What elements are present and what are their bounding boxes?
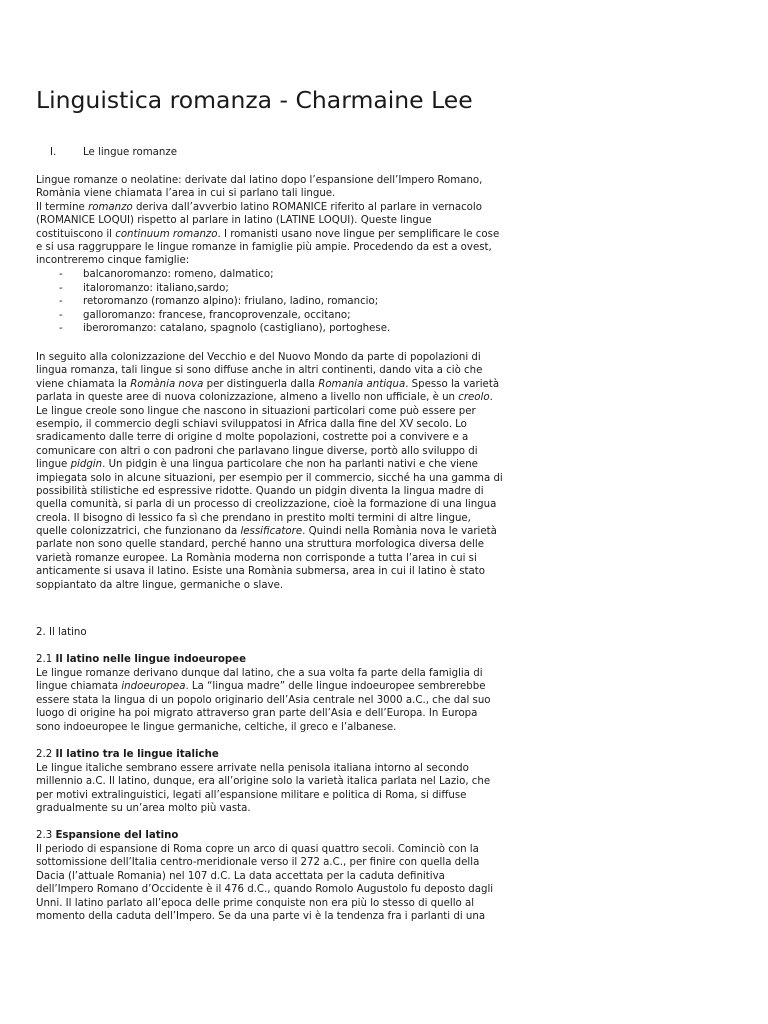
text-line: soppiantato da altre lingue, germaniche o slave. — [36, 579, 284, 591]
subsection-2-2-text — [36, 762, 516, 816]
text-line: parlate non sono quelle standard, perché hanno una struttura morfologica diversa delle — [36, 539, 484, 551]
subsection-2-3-heading: 2.3 Espansione del latino — [36, 830, 179, 841]
text-line: (ROMANICE LOQUI) rispetto al parlare in latino (LATINE LOQUI). Queste lingue — [36, 215, 432, 227]
list-item: - balcanoromanzo: romeno, dalmatico; — [59, 269, 274, 280]
text-line: per motivi extralinguistici, legati all’espansione militare e politica di Roma, si diffuse — [36, 789, 467, 801]
text-line: luogo di origine ha poi migrato attraverso gran parte dell’Asia e dell’Europa. In Europa — [36, 708, 478, 720]
text-line: e si usa raggruppare le lingue romanze in famiglie più ampie. Procedendo da est a ovest, — [36, 241, 492, 253]
list-item: - galloromanzo: francese, francoprovenzale, occitano; — [59, 309, 351, 321]
text-line: Unni. Il latino parlato all’epoca delle prime conquiste non era più lo stesso di quello al — [36, 897, 475, 909]
text-line: dell’Impero Romano d’Occidente è il 476 d.C., quando Romolo Augustolo fu deposto dagli — [36, 884, 494, 896]
text-line: incontreremo cinque famiglie: — [36, 255, 190, 267]
text-line: Dacia (l’attuale Romania) nel 107 d.C. La data accettata per la caduta definitiva — [36, 870, 445, 882]
text-line: esempio, il commercio degli schiavi sviluppatosi in Africa dalla fine del XV secolo. Lo — [36, 418, 467, 430]
paragraph-colonization — [36, 351, 516, 592]
text-line: sottomissione dell’Italia centro-meridionale verso il 272 a.C., per finire con quella della — [36, 857, 480, 869]
text-line: gradualmente su un’area molto più vasta. — [36, 803, 251, 815]
text-line: varietà romanze europee. La Romània moderna non corrisponde a tutta l’area in cui si — [36, 552, 477, 564]
text-line: Le lingue creole sono lingue che nascono in situazioni particolari come può essere per — [36, 405, 476, 417]
text-line: lingue pidgin. Un pidgin è una lingua particolare che non ha parlanti nativi e che viene — [36, 459, 478, 471]
list-item: - retoromanzo (romanzo alpino): friulano, ladino, romancio; — [59, 296, 379, 308]
text-line: possibilità stilistiche ed espressive ridotte. Quando un pidgin diventa la lingua madre di — [36, 485, 484, 497]
text-line: millennio a.C. Il latino, dunque, era all’origine solo la varietà italica parlata nel Lazio, che — [36, 776, 491, 788]
text-line: parlata in queste aree di nuova colonizzazione, almeno a livello non ufficiale, è un creolo. — [36, 392, 493, 404]
section-1-title: Le lingue romanze — [83, 147, 177, 158]
text-line: Le lingue italiche sembrano essere arrivate nella penisola italiana intorno al secondo — [36, 763, 469, 774]
text-line: Le lingue romanze derivano dunque dal latino, che a sua volta fa parte della famiglia di — [36, 668, 483, 679]
text-line: costituiscono il continuum romanzo. I romanisti usano nove lingue per semplificare le cose — [36, 228, 500, 240]
text-line: sradicamento dalle terre di origine d molte popolazioni, costrette poi a convivere e a — [36, 432, 469, 444]
list-item: - iberoromanzo: catalano, spagnolo (castigliano), portoghese. — [59, 323, 391, 335]
text-line: sono indoeuropee le lingue germaniche, celtiche, il greco e l’albanese. — [36, 721, 397, 733]
section-2-heading: 2. Il latino — [36, 627, 87, 638]
text-line: Romània viene chiamata l’area in cui si parlano tali lingue. — [36, 188, 336, 200]
section-1-number: I. — [50, 147, 57, 158]
text-line: comunicare con altri o con padroni che parlavano lingue diverse, portò allo sviluppo di — [36, 445, 478, 457]
document-title: Linguistica romanza - Charmaine Lee — [36, 86, 473, 114]
text-line: impiegata solo in alcune situazioni, per esempio per il commercio, sicché ha una gamma di — [36, 472, 503, 484]
text-line: viene chiamata la Romània nova per distinguerla dalla Romania antiqua. Spesso la varietà — [36, 378, 500, 390]
text-line: Lingue romanze o neolatine: derivate dal latino dopo l’espansione dell’Impero Romano, — [36, 175, 483, 186]
subsection-2-2-heading: 2.2 Il latino tra le lingue italiche — [36, 749, 219, 760]
section-1-heading — [50, 146, 177, 159]
text-line: anticamente si usava il latino. Esiste una Romània submersa, area in cui il latino è stato — [36, 566, 486, 578]
list-item: - italoromanzo: italiano,sardo; — [59, 282, 229, 294]
text-line: essere stata la lingua di un popolo originario dell’Asia centrale nel 3000 a.C., che dal suo — [36, 694, 491, 706]
text-line: quella comunità, si parla di un processo di creolizzazione, cioè la formazione di una lingua — [36, 499, 497, 511]
text-line: Il periodo di espansione di Roma copre un arco di quasi quattro secoli. Cominciò con la — [36, 844, 479, 855]
language-families-list — [59, 268, 390, 336]
text-line: momento della caduta dell’Impero. Se da una parte vi è la tendenza fra i parlanti di una — [36, 910, 486, 922]
text-line: quelle colonizzatrici, che funzionano da lessificatore. Quindi nella Romània nova le varietà — [36, 526, 497, 538]
subsection-2-1-heading: 2.1 Il latino nelle lingue indoeuropee — [36, 654, 246, 665]
subsection-2-1-text — [36, 667, 516, 734]
text-line: lingue chiamata indoeuropea. La “lingua madre” delle lingue indoeuropee sembrerebbe — [36, 681, 486, 693]
text-line: lingua romanza, tali lingue si sono diffuse anche in altri continenti, dando vita a ciò che — [36, 365, 483, 377]
text-line: Il termine romanzo deriva dall’avverbio latino ROMANICE riferito al parlare in vernacolo — [36, 201, 482, 213]
paragraph-intro — [36, 174, 516, 268]
subsection-2-3-text — [36, 843, 516, 923]
text-line: creola. Il bisogno di lessico fa sì che prendano in prestito molti termini di altre lingue, — [36, 512, 471, 524]
text-line: In seguito alla colonizzazione del Vecchio e del Nuovo Mondo da parte di popolazioni di — [36, 352, 481, 363]
